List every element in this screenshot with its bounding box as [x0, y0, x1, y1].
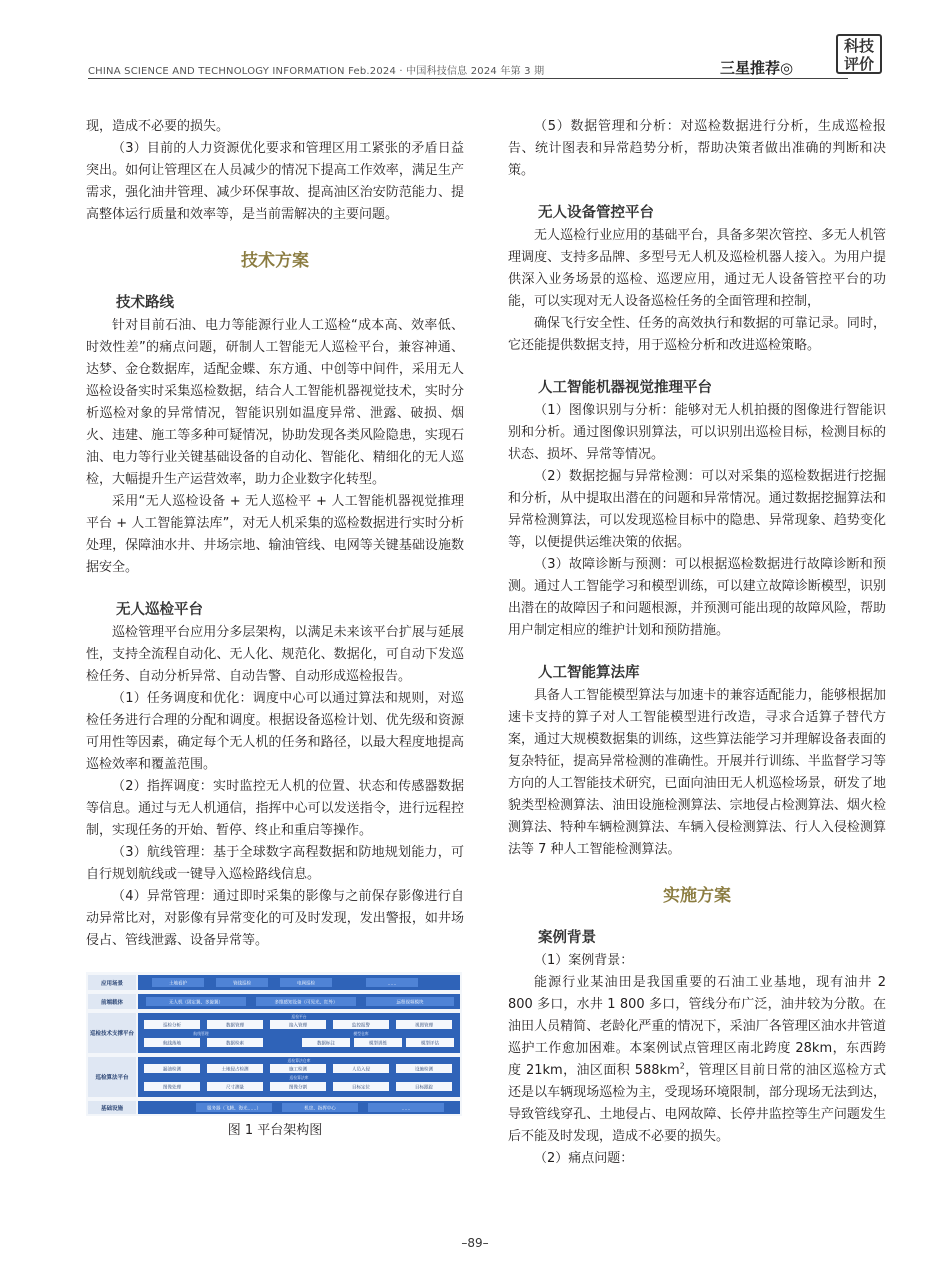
node-label: 监控报警 [352, 1023, 370, 1029]
node-label: 图像处理 [163, 1085, 181, 1091]
node-label: 无人机（固定翼、多旋翼） [169, 1000, 223, 1006]
page-header [88, 52, 888, 78]
subheading-case: 案例背景 [538, 930, 596, 946]
left-column [86, 116, 464, 1142]
node-label: 巡检分析 [163, 1023, 181, 1029]
node-label: …… [401, 1106, 411, 1112]
paragraph: （2）指挥调度：实时监控无人机的位置、状态和传感器数据等信息。通过与无人机通信，指挥中心可以发送指令，进行远程控制，实现任务的开始、暂停、终止和重启等操作。 [86, 779, 464, 838]
group-label: 巡检平台 [291, 1014, 307, 1019]
paragraph: （1）案例背景： [534, 953, 634, 968]
paragraph: 具备人工智能模型算法与加速卡的兼容适配能力，能够根据加速卡支持的算子对人工智能模型进行改造，寻求合适算子替代方案，通过大规模数据集的训练，这些算法能学习并理解设备表面的复杂特征，提高异常检测的准确性。开展并行训练、半监督学习等方向的人工智能技术研究，已面向油田无人机巡检场景，研发了地貌类型检测算法、油田设施检测算法、宗地侵占检测算法、烟火检测算法、特种车辆检测算法、车辆入侵检测算法、行人入侵检测算法等 7 种人工智能检测算法。 [508, 688, 886, 857]
row4-label: 巡检算法平台 [95, 1075, 129, 1081]
subheading-platform: 无人巡检平台 [116, 602, 203, 618]
node-label: …… [387, 981, 397, 987]
paragraph: 针对目前石油、电力等能源行业人工巡检“成本高、效率低、时效性差”的痛点问题，研制人工智能无人巡检平台，兼容神通、达梦、金仓数据库，适配金蝶、东方通、中创等中间件，采用无人巡检设备实时采集巡检数据，结合人工智能机器视觉技术，实时分析巡检对象的异常情况，智能识别如温度异常、泄露、破损、烟火、违建、施工等多种可疑情况，协助发现各类风险隐患，实现石油、电力等行业关键基础设备的自动化、智能化、精细化的无人巡检，大幅提升生产运营效率，助力企业数字化转型。 [86, 318, 464, 487]
node-label: 尺寸测量 [226, 1085, 244, 1091]
text-span: ，管理区目前日常的油区巡检方式还是以车辆现场巡检为主，受现场环境限制，部分现场无法到达，导致管线穿孔、土地侵占、电网故障、长停井监控等生产问题发生后不能及时发现，造成不必要的损失。 [508, 1063, 886, 1144]
node-label: 模型评估 [421, 1041, 439, 1047]
group-label: 模型仓库 [353, 1031, 369, 1036]
subheading-vision: 人工智能机器视觉推理平台 [538, 380, 712, 396]
section-heading-tech: 技术方案 [241, 251, 309, 271]
node-label: 设施检测 [415, 1067, 433, 1073]
paragraph: 无人巡检行业应用的基础平台，具备多架次管控、多无人机管理调度、支持多品牌、多型号无人机及巡检机器人接入。为用户提供深入业务场景的巡检、巡逻应用，通过无人设备管控平台的功能，可以实现对无人设备巡检任务的全面管理和控制， [508, 228, 886, 309]
node-label: 目标跟踪 [415, 1085, 433, 1091]
paragraph: 采用“无人巡检设备 + 无人巡检平 + 人工智能机器视觉推理平台 + 人工智能算法库”，对无人机采集的巡检数据进行实时分析处理，保障油水井、井场宗地、输油管线、电网等关键基础设施数据安全。 [86, 494, 464, 575]
node-label: 管线巡检 [233, 981, 251, 987]
group-label: 巡检算法库 [289, 1075, 309, 1080]
column-title: 三星推荐◎ [720, 59, 794, 77]
header-rule [88, 78, 848, 79]
paragraph: （3）目前的人力资源优化要求和管理区用工紧张的矛盾日益突出。如何让管理区在人员减少的情况下提高工作效率，满足生产需求，强化油井管理、减少环保事故、提高油区治安防范能力、提高整体运行质量和效率等，是当前需解决的主要问题。 [86, 141, 464, 222]
paragraph: 巡检管理平台应用分多层架构，以满足未来该平台扩展与延展性，支持全流程自动化、无人化、规范化、数据化，可自动下发巡检任务、自动分析异常、自动告警、自动形成巡检报告。 [86, 625, 464, 684]
superscript: 2 [679, 1061, 685, 1071]
paragraph: （1）任务调度和优化：调度中心可以通过算法和规则，对巡检任务进行合理的分配和调度。根据设备巡检计划、优先级和资源可用性等因素，确定每个无人机的任务和路径，以最大程度地提高巡检效率和覆盖范围。 [86, 691, 464, 772]
node-label: 电网巡检 [297, 981, 315, 987]
figure-1 [86, 972, 464, 1142]
node-label: 航线落地 [163, 1041, 181, 1047]
row1-label: 应用场景 [100, 981, 124, 987]
logo-line-1: 科技 [843, 37, 874, 55]
node-label: 漏油检测 [163, 1067, 181, 1073]
node-label: 土地侵占检测 [221, 1067, 249, 1073]
node-label: 接入管理 [289, 1023, 307, 1029]
row5-label: 基础设施 [100, 1106, 124, 1112]
journal-info: CHINA SCIENCE AND TECHNOLOGY INFORMATION Feb.2024 · 中国科技信息 2024 年第 3 期 [88, 66, 545, 77]
node-label: 数据检索 [226, 1041, 244, 1047]
group-label: 航线管理 [193, 1031, 209, 1036]
node-label: 施工检测 [289, 1067, 307, 1073]
node-label: 图像分割 [289, 1085, 307, 1091]
node-label: 服务器（飞腾、海光……） [207, 1106, 261, 1112]
section-logo [836, 34, 882, 74]
figure-caption: 图 1 平台架构图 [227, 1123, 323, 1138]
row3-label: 巡检技术支撑平台 [89, 1031, 135, 1037]
paragraph: 现，造成不必要的损失。 [86, 119, 230, 134]
group-label: 巡检算法仓库 [287, 1058, 311, 1063]
subheading-device: 无人设备管控平台 [538, 205, 654, 221]
node-label: 数据管理 [226, 1023, 244, 1029]
node-label: 数据标注 [317, 1041, 335, 1047]
page-number: –89– [461, 1236, 489, 1250]
paragraph [508, 972, 886, 1148]
paragraph: 确保飞行安全性、任务的高效执行和数据的可靠记录。同时，它还能提供数据支持，用于巡检分析和改进巡检策略。 [508, 316, 886, 353]
row2-label: 前端载体 [100, 1000, 124, 1006]
paragraph: （2）痛点问题： [534, 1151, 634, 1166]
node-label: 多维感知设备（可见光、红外） [274, 1000, 338, 1006]
paragraph: （1）图像识别与分析：能够对无人机拍摄的图像进行智能识别和分析。通过图像识别算法，可以识别出巡检目标，检测目标的状态、损坏、异常等情况。 [508, 403, 886, 462]
node-label: 视图管理 [415, 1023, 433, 1029]
paragraph: （3）故障诊断与预测：可以根据巡检数据进行故障诊断和预测。通过人工智能学习和模型训练，可以建立故障诊断模型，识别出潜在的故障因子和问题根源，并预测可能出现的故障风险，帮助用户制定相应的维护计划和预防措施。 [508, 557, 886, 638]
platform-architecture-diagram [86, 972, 462, 1116]
logo-line-2: 评价 [843, 55, 874, 73]
right-column [508, 116, 886, 1170]
node-label: 目标定位 [352, 1085, 370, 1091]
paragraph: （2）数据挖掘与异常检测：可以对采集的巡检数据进行挖掘和分析，从中提取出潜在的问题和异常情况。通过数据挖掘算法和异常检测算法，可以发现巡检目标中的隐患、异常现象、趋势变化等，以便提供运维决策的依据。 [508, 469, 886, 550]
paragraph: （3）航线管理：基于全球数字高程数据和防地规划能力，可自行规划航线或一键导入巡检路线信息。 [86, 845, 464, 882]
node-label: 机房、指挥中心 [304, 1106, 336, 1112]
section-heading-impl: 实施方案 [663, 886, 731, 906]
node-label: 人员入侵 [352, 1067, 370, 1073]
node-label: 土地看护 [169, 981, 187, 987]
text-span: 能源行业某油田是我国重要的石油工业基地，现有油井 2 800 多口，水井 1 800 多口，管线分布广泛，油井较为分散。在油田人员精简、老龄化严重的情况下，采油厂各管理区油水井管道巡护工作愈加困难。本案例试点管理区南北跨度 28km，东西跨度 21km，油区面积 588km [508, 975, 886, 1078]
subheading-route: 技术路线 [116, 295, 174, 311]
paragraph: （4）异常管理：通过即时采集的影像与之前保存影像进行自动异常比对，对影像有异常变化的可及时发现，发出警报，如井场侵占、管线泄露、设备异常等。 [86, 889, 464, 948]
node-label: 模型训练 [369, 1041, 387, 1047]
node-label: 远程视频模块 [396, 1000, 424, 1006]
subheading-algo: 人工智能算法库 [538, 665, 640, 681]
paragraph: （5）数据管理和分析：对巡检数据进行分析，生成巡检报告、统计图表和异常趋势分析，帮助决策者做出准确的判断和决策。 [508, 119, 886, 178]
